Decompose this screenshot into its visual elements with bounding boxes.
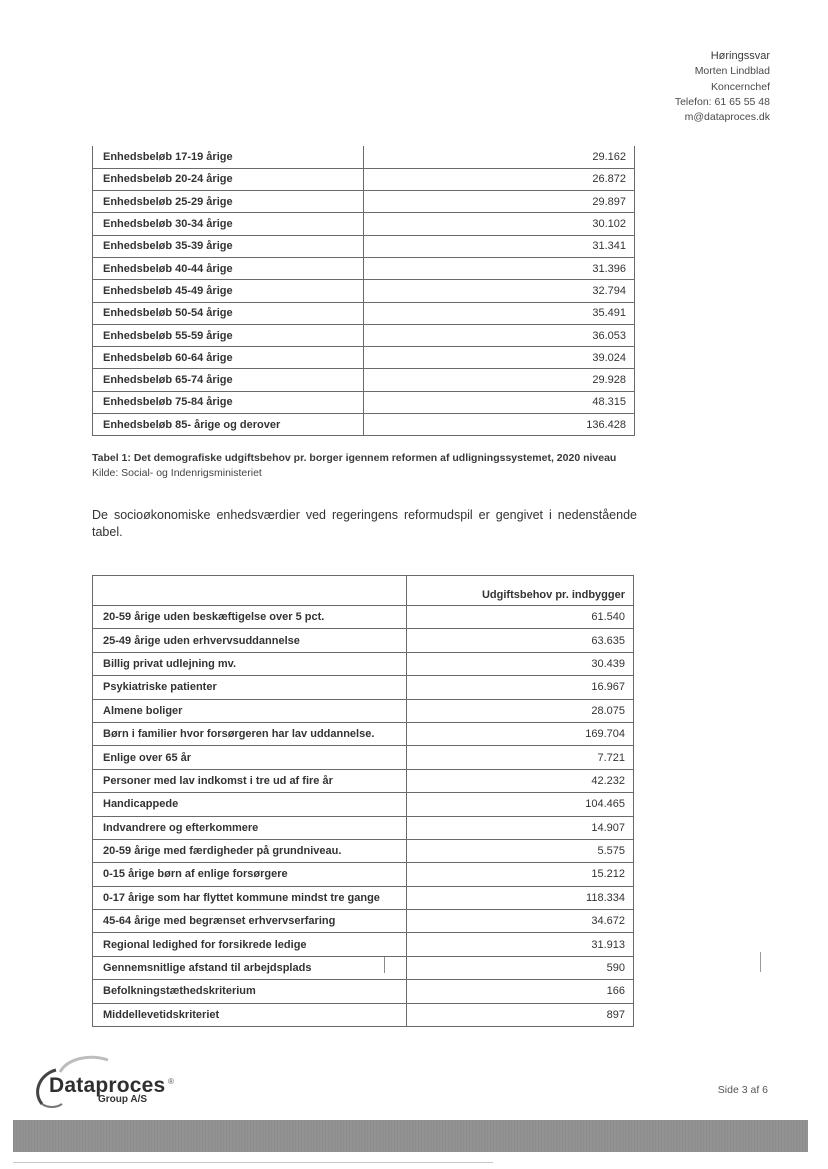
row-label: Indvandrere og efterkommere (93, 816, 407, 839)
table-row (93, 722, 634, 745)
row-label: Enhedsbeløb 45-49 årige (93, 280, 364, 302)
table-row (93, 769, 634, 792)
footer-line (13, 1162, 493, 1163)
header-name: Morten Lindblad (694, 65, 770, 78)
row-value: 897 (407, 1003, 634, 1026)
table-row (93, 652, 634, 675)
row-value: 166 (407, 980, 634, 1003)
row-label: Enhedsbeløb 65-74 årige (93, 369, 364, 391)
row-label: Børn i familier hvor forsørgeren har lav uddannelse. (93, 722, 407, 745)
row-value: 48.315 (364, 391, 635, 413)
row-value: 14.907 (407, 816, 634, 839)
table-row (93, 886, 634, 909)
row-label: 0-17 årige som har flyttet kommune mindst tre gange (93, 886, 407, 909)
row-label: 20-59 årige uden beskæftigelse over 5 pct. (93, 606, 407, 629)
row-label: Psykiatriske patienter (93, 676, 407, 699)
table1-source: Kilde: Social- og Indenrigsministeriet (92, 467, 262, 479)
row-value: 26.872 (364, 168, 635, 190)
row-value: 32.794 (364, 280, 635, 302)
header-role: Koncernchef (711, 80, 770, 93)
table1-caption: Tabel 1: Det demografiske udgiftsbehov pr. borger igennem reformen af udligningssystemet, 2020 niveau (92, 452, 617, 464)
row-value: 29.897 (364, 191, 635, 213)
table-row (93, 191, 635, 213)
table-row (93, 793, 634, 816)
row-value: 35.491 (364, 302, 635, 324)
row-label: 25-49 årige uden erhvervsuddannelse (93, 629, 407, 652)
row-label: Personer med lav indkomst i tre ud af fire år (93, 769, 407, 792)
table-row (93, 816, 634, 839)
demographic-table (92, 146, 635, 436)
row-label: Middellevetidskriteriet (93, 1003, 407, 1026)
margin-mark (760, 952, 761, 972)
row-value: 42.232 (407, 769, 634, 792)
table-header-right: Udgiftsbehov pr. indbygger (407, 576, 634, 606)
table-row (93, 699, 634, 722)
table-row (93, 676, 634, 699)
row-value: 34.672 (407, 910, 634, 933)
row-label: Befolkningstæthedskriterium (93, 980, 407, 1003)
row-value: 63.635 (407, 629, 634, 652)
row-value: 39.024 (364, 347, 635, 369)
row-value: 29.928 (364, 369, 635, 391)
row-value: 590 (407, 956, 634, 979)
row-label: 45-64 årige med begrænset erhvervserfaring (93, 910, 407, 933)
row-value: 31.913 (407, 933, 634, 956)
table-row (93, 257, 635, 279)
header-email: m@dataproces.dk (684, 111, 770, 124)
row-label: Almene boliger (93, 699, 407, 722)
row-label: Enhedsbeløb 35-39 årige (93, 235, 364, 257)
logo-registered-mark: ® (168, 1077, 174, 1086)
row-value: 104.465 (407, 793, 634, 816)
page-number: Side 3 af 6 (717, 1084, 768, 1096)
table-row (93, 235, 635, 257)
logo-name: Dataproces (49, 1074, 166, 1097)
table-row (93, 280, 635, 302)
row-label: Enhedsbeløb 20-24 årige (93, 168, 364, 190)
logo-subtitle: Group A/S (98, 1094, 148, 1105)
table-row (93, 839, 634, 862)
header-phone: Telefon: 61 65 55 48 (674, 95, 770, 108)
letter-header (675, 49, 770, 125)
table-row (93, 910, 634, 933)
row-label: Regional ledighed for forsikrede ledige (93, 933, 407, 956)
row-value: 31.396 (364, 257, 635, 279)
row-label: 0-15 årige børn af enlige forsørgere (93, 863, 407, 886)
table-row (93, 746, 634, 769)
table-row (93, 146, 635, 168)
table-row (93, 629, 634, 652)
row-label: Enhedsbeløb 17-19 årige (93, 146, 364, 168)
table-row (93, 980, 634, 1003)
row-value: 15.212 (407, 863, 634, 886)
row-label: Enhedsbeløb 50-54 årige (93, 302, 364, 324)
table-row (93, 933, 634, 956)
table-row (93, 1003, 634, 1026)
socioeconomic-table (92, 575, 634, 1027)
header-title: Høringssvar (710, 50, 770, 62)
table-row (93, 347, 635, 369)
table-header-left (93, 576, 407, 606)
table-row (93, 168, 635, 190)
row-label: Enhedsbeløb 30-34 årige (93, 213, 364, 235)
table-header-row (93, 576, 634, 606)
row-label: Handicappede (93, 793, 407, 816)
row-label: Enhedsbeløb 40-44 årige (93, 257, 364, 279)
row-value: 7.721 (407, 746, 634, 769)
cell-mark (384, 957, 385, 973)
table-row (93, 302, 635, 324)
table-row (93, 391, 635, 413)
body-paragraph: De socioøkonomiske enhedsværdier ved regeringens reformudspil er gengivet i nedenstående tabel. (92, 508, 637, 539)
row-value: 36.053 (364, 324, 635, 346)
row-value: 136.428 (364, 414, 635, 436)
row-value: 16.967 (407, 676, 634, 699)
row-value: 28.075 (407, 699, 634, 722)
table-row (93, 414, 635, 436)
row-label: Enhedsbeløb 75-84 årige (93, 391, 364, 413)
table-row (93, 324, 635, 346)
row-value: 30.102 (364, 213, 635, 235)
row-value: 169.704 (407, 722, 634, 745)
row-label: Enhedsbeløb 55-59 årige (93, 324, 364, 346)
row-value: 5.575 (407, 839, 634, 862)
row-label: Enlige over 65 år (93, 746, 407, 769)
table-row (93, 369, 635, 391)
row-value: 29.162 (364, 146, 635, 168)
table-row (93, 213, 635, 235)
table-row (93, 863, 634, 886)
row-label: Enhedsbeløb 60-64 årige (93, 347, 364, 369)
row-value: 118.334 (407, 886, 634, 909)
row-label: Enhedsbeløb 25-29 årige (93, 191, 364, 213)
row-value: 31.341 (364, 235, 635, 257)
footer-bar (13, 1120, 808, 1152)
table-row (93, 956, 634, 979)
table-row (93, 606, 634, 629)
row-value: 30.439 (407, 652, 634, 675)
row-label: Enhedsbeløb 85- årige og derover (93, 414, 364, 436)
row-label: 20-59 årige med færdigheder på grundniveau. (93, 839, 407, 862)
row-label: Gennemsnitlige afstand til arbejdsplads (93, 956, 407, 979)
row-value: 61.540 (407, 606, 634, 629)
row-label: Billig privat udlejning mv. (93, 652, 407, 675)
